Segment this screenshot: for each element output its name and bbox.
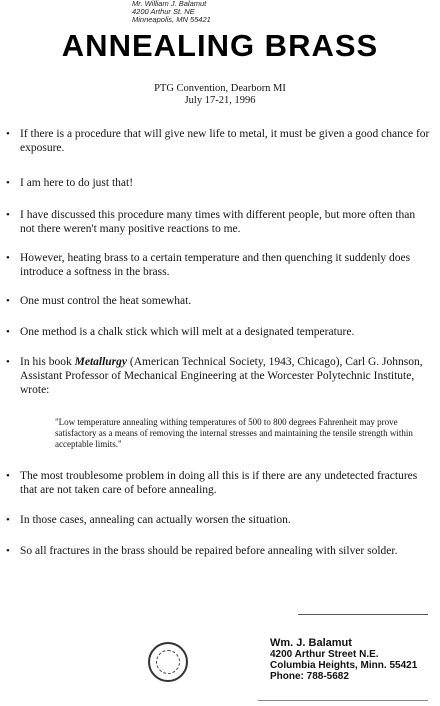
bullet-text: I have discussed this procedure many times with different people, but more often than not there weren't many positive reactions to me.: [20, 209, 416, 235]
address-line: 4200 Arthur St. NE: [132, 7, 195, 16]
stamp-street: 4200 Arthur Street N.E.: [270, 649, 379, 660]
event-name: PTG Convention, Dearborn MI: [154, 83, 286, 94]
list-item: [6, 325, 432, 339]
bullet-text: [20, 355, 432, 397]
list-item: [6, 544, 432, 558]
scan-divider: [258, 700, 428, 701]
address-stamp: [270, 638, 440, 682]
book-title: Metallurgy: [74, 356, 128, 368]
seal-emblem: [148, 642, 188, 682]
bullet-icon: •: [6, 326, 10, 338]
bullet-text: However, heating brass to a certain temperature and then quenching it suddenly does introduce a softness in the brass.: [20, 252, 411, 278]
stamp-name: Wm. J. Balamut: [270, 637, 352, 649]
book-quote: "Low temperature annealing withing temperatures of 500 to 800 degrees Fahrenheit may prove satisfactory as a means of removing the internal stresses and maintaining the tensile strength within acceptable limits.": [55, 417, 413, 449]
bullet-icon: •: [6, 356, 10, 368]
bullet-icon: •: [6, 545, 10, 557]
bullet-text: The most troublesome problem in doing all this is if there are any undetected fractures that are not taken care of before annealing.: [20, 470, 418, 496]
list-item: [6, 294, 432, 308]
bullet-icon: •: [6, 470, 10, 482]
list-item: [6, 513, 432, 527]
bullet-text: So all fractures in the brass should be repaired before annealing with silver solder.: [20, 545, 398, 557]
bullet-prefix: In his book: [20, 356, 75, 368]
bullet-icon: •: [6, 295, 10, 307]
bullet-icon: •: [6, 209, 10, 221]
list-item: [6, 176, 432, 190]
bullet-text: One method is a chalk stick which will melt at a designated temperature.: [20, 326, 355, 338]
bullet-text: I am here to do just that!: [20, 177, 134, 189]
bullet-icon: •: [6, 514, 10, 526]
list-item: [6, 251, 432, 279]
list-item: [6, 355, 432, 397]
bullet-icon: •: [6, 128, 10, 140]
page-title: ANNEALING BRASS: [61, 28, 379, 63]
bullet-icon: •: [6, 252, 10, 264]
list-item: [6, 469, 432, 497]
event-dates: July 17-21, 1996: [184, 95, 256, 106]
address-line: Mr. William J. Balamut: [132, 0, 207, 8]
bullet-suffix: (American Technical Society, 1943, Chicago), Carl G. Johnson, Assistant Professor of Mechanical Engineering at the Worcester Polytechnic Institute, wrote:: [20, 356, 423, 396]
scan-divider: [298, 614, 428, 615]
address-line: Minneapolis, MN 55421: [132, 15, 211, 24]
stamp-city: Columbia Heights, Minn. 55421: [270, 660, 418, 671]
bullet-text: In those cases, annealing can actually worsen the situation.: [20, 514, 291, 526]
bullet-text: If there is a procedure that will give new life to metal, it must be given a good chance for exposure.: [20, 128, 430, 154]
list-item: [6, 127, 432, 155]
bullet-text: One must control the heat somewhat.: [20, 295, 192, 307]
list-item: [6, 208, 432, 236]
stamp-phone: Phone: 788-5682: [270, 671, 349, 682]
bullet-icon: •: [6, 177, 10, 189]
